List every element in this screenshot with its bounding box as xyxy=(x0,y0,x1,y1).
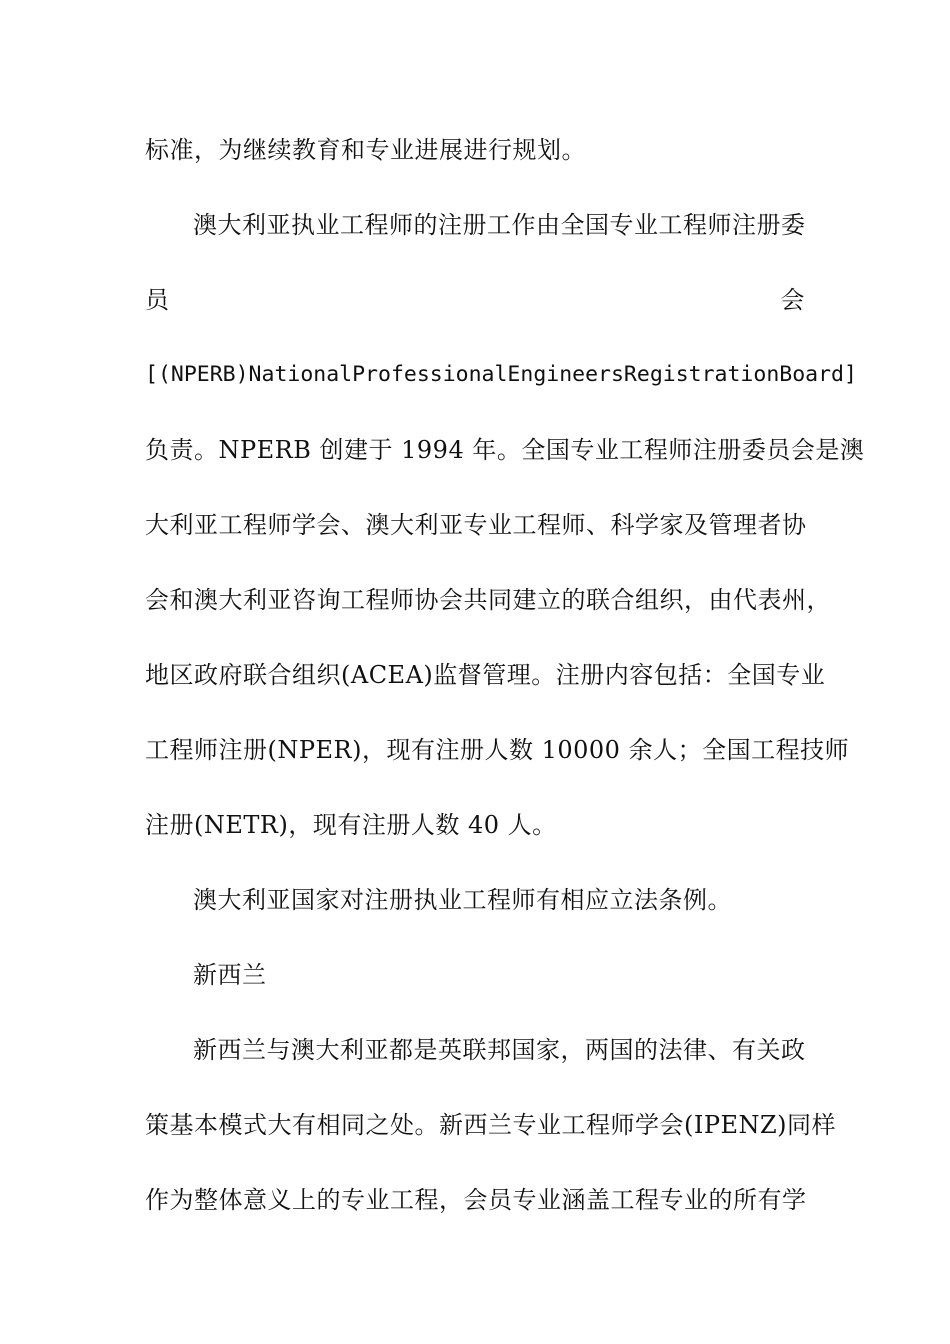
text-line-3-end: 会 xyxy=(780,286,805,314)
section-heading: 新西兰 xyxy=(193,961,267,989)
text-line-7: 会和澳大利亚咨询工程师协会共同建立的联合组织，由代表州， xyxy=(145,586,831,614)
text-line-12: 新西兰与澳大利亚都是英联邦国家，两国的法律、有关政 xyxy=(193,1036,806,1064)
text-line-5: 负责。NPERB 创建于 1994 年。全国专业工程师注册委员会是澳 xyxy=(145,436,865,464)
text-line-3-start: 员 xyxy=(145,286,170,314)
text-line-2: 澳大利亚执业工程师的注册工作由全国专业工程师注册委 xyxy=(193,211,806,239)
text-line-13: 策基本模式大有相同之处。新西兰专业工程师学会(IPENZ)同样 xyxy=(145,1111,837,1139)
text-line-9: 工程师注册(NPER)，现有注册人数 10000 余人；全国工程技师 xyxy=(145,736,850,764)
text-line-8: 地区政府联合组织(ACEA)监督管理。注册内容包括：全国专业 xyxy=(145,661,826,689)
text-line-10: 注册(NETR)，现有注册人数 40 人。 xyxy=(145,811,557,839)
text-line-1: 标准，为继续教育和专业进展进行规划。 xyxy=(145,136,586,164)
text-line-14: 作为整体意义上的专业工程，会员专业涵盖工程专业的所有学 xyxy=(145,1186,807,1214)
text-line-3 xyxy=(145,282,805,318)
text-line-4: [(NPERB)NationalProfessionalEngineersRegistrationBoard] xyxy=(145,362,857,387)
text-line-11: 澳大利亚国家对注册执业工程师有相应立法条例。 xyxy=(193,886,732,914)
text-line-6: 大利亚工程师学会、澳大利亚专业工程师、科学家及管理者协 xyxy=(145,511,807,539)
